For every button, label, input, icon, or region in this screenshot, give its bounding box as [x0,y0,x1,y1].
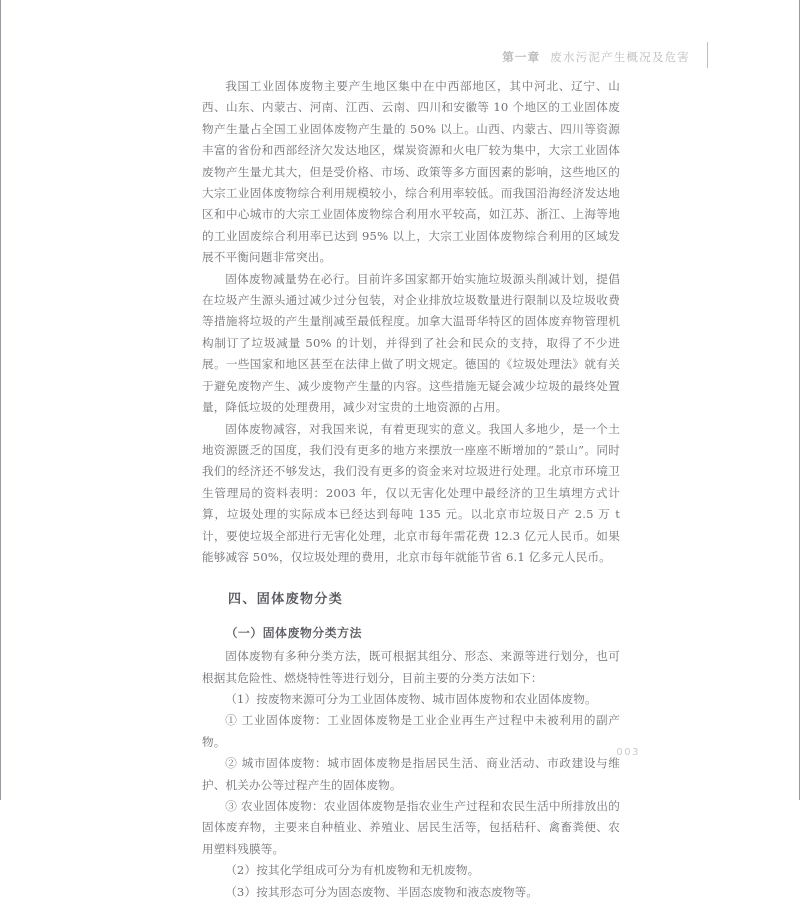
list-item: ② 城市固体废物：城市固体废物是指居民生活、商业活动、市政建设与维护、机关办公等过程产生的固体废物。 [202,756,620,792]
running-head-chapter: 第一章 [502,50,541,64]
list-item: （3）按其形态可分为固态废物、半固态废物和液态废物等。 [225,884,539,899]
paragraph-industrial-solid-waste: 我国工业固体废物主要产生地区集中在中西部地区，其中河北、辽宁、山西、山东、内蒙古、河南、江西、云南、四川和安徽等 10 个地区的工业固体废物产生量占全国工业固体废物产生量的 50% 以上。山西、内蒙古、四川等资源丰富的省份和西部经济欠发达地区，煤炭资源和火电厂较为集中，大宗工业固体废物产生量尤其大，但是受价格、市场、政策等多方面因素的影响，这些地区的大宗工业固体废物综合利用规模较小，综合利用率较低。而我国沿海经济发达地区和中心城市的大宗工业固体废物综合利用水平较高，如江苏、浙江、上海等地的工业固废综合利用率已达到 95% 以上，大宗工业固体废物综合利用的区域发展不平衡问题非常突出。 [202,79,620,265]
paragraph-volume-reduction: 固体废物减容，对我国来说，有着更现实的意义。我国人多地少，是一个土地资源匮乏的国度，我们没有更多的地方来摆放一座座不断增加的“景山”。同时我们的经济还不够发达，我们没有更多的资金来对垃圾进行处理。北京市环境卫生管理局的资料表明：2003 年，仅以无害化处理中最经济的卫生填埋方式计算，垃圾处理的实际成本已经达到每吨 135 元。以北京市垃圾日产 2.5 万 t 计，要使垃圾全部进行无害化处理，北京市每年需花费 12.3 亿元人民币。如果能够减容 50%，仅垃圾处理的费用，北京市每年就能节省 6.1 亿多元人民币。 [202,421,620,564]
list-item: ① 工业固体废物：工业固体废物是工业企业再生产过程中未被利用的副产物。 [202,713,620,749]
page-number: 003 [616,747,640,758]
running-head-rule [707,42,708,68]
paragraph-classification-intro: 固体废物有多种分类方法，既可根据其组分、形态、来源等进行划分，也可根据其危险性、燃烧特性等进行划分，目前主要的分类方法如下： [202,649,620,685]
list-item: （1）按废物来源可分为工业固体废物、城市固体废物和农业固体废物。 [225,691,597,706]
list-item: （2）按其化学组成可分为有机废物和无机废物。 [225,863,480,878]
list-item: ③ 农业固体废物：农业固体废物是指农业生产过程和农民生活中所排放出的固体废弃物，主要来自种植业、养殖业、居民生活等，包括秸秆、禽畜粪便、农用塑料残膜等。 [202,799,620,856]
running-head-title: 废水污泥产生概况及危害 [550,50,690,64]
running-head [200,46,690,68]
sub-heading-classification-methods: （一）固体废物分类方法 [225,625,362,640]
section-heading-solid-waste-classification: 四、固体废物分类 [228,592,344,608]
paragraph-waste-reduction: 固体废物减量势在必行。目前许多国家都开始实施垃圾源头削减计划，提倡在垃圾产生源头通过减少过分包装，对企业排放垃圾数量进行限制以及垃圾收费等措施将垃圾的产生量削减至最低程度。加拿大温哥华特区的固体废弃物管理机构制订了垃圾减量 50% 的计划，并得到了社会和民众的支持，取得了不少进展。一些国家和地区甚至在法律上做了明文规定。德国的《垃圾处理法》就有关于避免废物产生、减少废物产生量的内容。这些措施无疑会减少垃圾的最终处置量，降低垃圾的处理费用，减少对宝贵的土地资源的占用。 [202,271,620,415]
body-text-block [202,76,620,903]
